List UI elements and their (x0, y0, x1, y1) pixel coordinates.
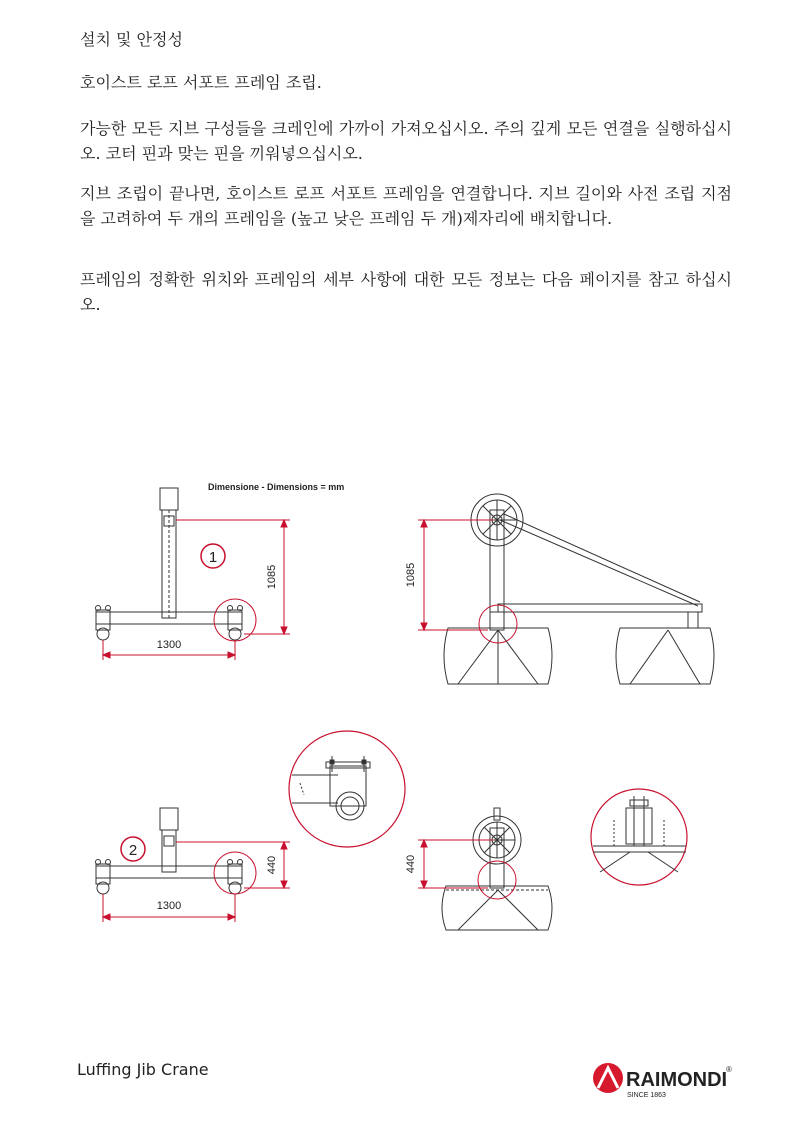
frame1-width-label: 1300 (156, 639, 182, 651)
frame2-label: 2 (128, 842, 138, 859)
clamp-detail-view (289, 731, 405, 847)
paragraph-4: 프레임의 정확한 위치와 프레임의 세부 사항에 대한 모든 정보는 다음 페이지를 참고 하십시오. (80, 270, 732, 314)
paragraph-3: 지브 조립이 끝나면, 호이스트 로프 서포트 프레임을 연결합니다. 지브 길이와 사전 조립 지점을 고려하여 두 개의 프레임을 (높고 낮은 프레임 두 개)제자리에 배치합니다. (80, 184, 732, 228)
frame2-width-label: 1300 (156, 900, 182, 912)
frame1-side-view (444, 494, 714, 684)
logo-registered-mark: ® (726, 1065, 732, 1074)
frame1-label: 1 (208, 549, 218, 566)
frame2-side-detail-circle (478, 861, 516, 899)
frame1-detail-circle (214, 599, 256, 641)
paragraph-1: 호이스트 로프 서포트 프레임 조립. (80, 73, 322, 92)
base-detail-view (591, 789, 687, 885)
dimensions-note: Dimensione - Dimensions = mm (208, 482, 345, 492)
logo-brand-text: RAIMONDI (626, 1069, 728, 1091)
raimondi-logo (590, 1058, 740, 1104)
frame2-side-height-dimension (418, 840, 494, 888)
paragraph-2: 가능한 모든 지브 구성들을 크레인에 가까이 가져오십시오. 주의 깊게 모든 연결을 실행하십시오. 코터 핀과 맞는 핀을 끼워넣으십시오. (80, 119, 732, 163)
frame2-front-view (96, 808, 243, 894)
frame1-front-view (96, 488, 243, 640)
frame1-height-label: 1085 (266, 564, 278, 590)
section-title: 설치 및 안정성 (80, 30, 183, 49)
frame1-side-height-label: 1085 (405, 562, 417, 588)
logo-since-text: SINCE 1863 (627, 1092, 666, 1099)
frame2-side-view (442, 808, 552, 930)
footer-title: Luffing Jib Crane (77, 1060, 209, 1079)
frame2-height-label: 440 (266, 855, 278, 875)
frame2-side-height-label: 440 (405, 854, 417, 874)
